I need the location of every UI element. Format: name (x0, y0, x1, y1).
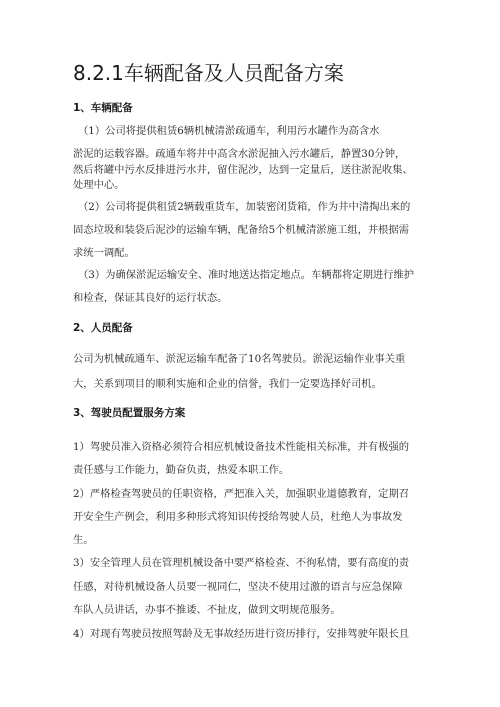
paragraph-line: 开安全生产例会，利用多种形式将知识传授给驾驶人员，杜绝人为事故发 (73, 511, 403, 523)
paragraph-line: （2）公司将提供租赁2辆载重货车，加装密闭货箱，作为井中清掏出来的 (78, 201, 411, 213)
section-heading-personnel: 2、人员配备 (73, 322, 133, 334)
paragraph-line: 任感，对待机械设备人员要一视同仁，坚决不使用过激的语言与应急保障 (73, 581, 403, 593)
document-title: 8.2.1车辆配备及人员配备方案 (73, 61, 344, 85)
paragraph-line: 固态垃圾和装袋后泥沙的运输车辆，配备给5个机械清淤施工组，并根据需 (73, 224, 410, 236)
paragraph-line: 责任感与工作能力，勤奋负责，热爱本职工作。 (73, 464, 290, 476)
section-heading-vehicles: 1、车辆配备 (73, 102, 133, 114)
paragraph-line: 淤泥的运载容器。疏通车将井中高含水淤泥抽入污水罐后，静置30分钟， (73, 148, 406, 160)
paragraph-line: 然后将罐中污水反排进污水井，留住泥沙，达到一定量后，送往淤泥收集、 (73, 164, 413, 176)
paragraph-line: 生。 (73, 534, 94, 546)
paragraph-line: 2）严格检查驾驶员的任职资格，严把准入关，加强职业道德教育，定期召 (73, 488, 410, 500)
paragraph-line: 车队人员讲话，办事不推诿、不扯皮，做到文明规范服务。 (73, 604, 341, 616)
section-heading-driver-plan: 3、驾驶员配置服务方案 (73, 407, 186, 419)
paragraph-line: 1）驾驶员准入资格必须符合相应机械设备技术性能相关标准，并有极强的 (73, 441, 410, 453)
paragraph-line: 求统一调配。 (73, 247, 135, 259)
paragraph-line: 和检查，保证其良好的运行状态。 (73, 292, 228, 304)
paragraph-line: 处理中心。 (73, 179, 125, 191)
paragraph-line: 公司为机械疏通车、淤泥运输车配备了10名驾驶员。淤泥运输作业事关重 (73, 353, 406, 365)
paragraph-line: 大，关系到项目的顺利实施和企业的信誉，我们一定要选择好司机。 (73, 378, 382, 390)
paragraph-line: 4）对现有驾驶员按照驾龄及无事故经历进行资历排行，安排驾驶年限长且 (73, 628, 410, 640)
paragraph-line: 3）安全管理人员在管理机械设备中要严格检查、不徇私情，要有高度的责 (73, 557, 410, 569)
paragraph-line: （1）公司将提供租赁6辆机械清淤疏通车，利用污水罐作为高含水 (78, 125, 380, 137)
paragraph-line: （3）为确保淤泥运输安全、准时地送达指定地点。车辆都将定期进行维护 (78, 269, 415, 281)
